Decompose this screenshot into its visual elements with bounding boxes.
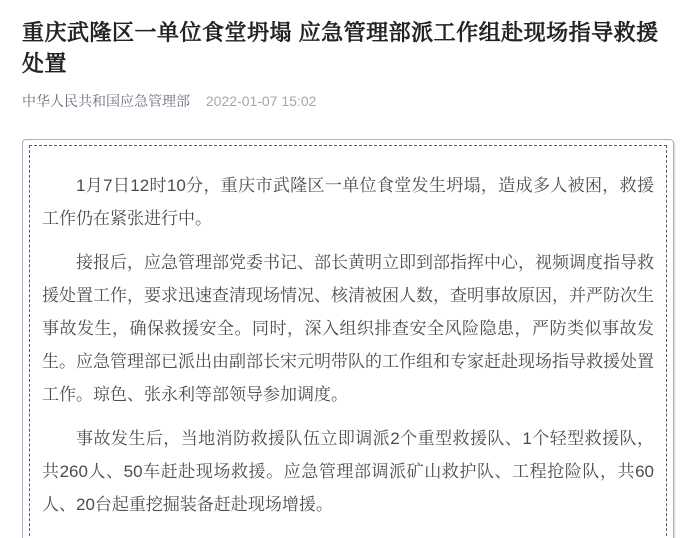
article-paragraph: 事故发生后，当地消防救援队伍立即调派2个重型救援队、1个轻型救援队，共260人、50车赶赴现场救援。应急管理部调派矿山救护队、工程抢险队，共60人、20台起重挖掘装备赶赴现场增援。 (42, 429, 654, 514)
article-content (29, 145, 667, 538)
article-paragraph: 1月7日12时10分，重庆市武隆区一单位食堂发生坍塌，造成多人被困，救援工作仍在紧张进行中。 (42, 176, 654, 228)
article-paragraph: 接报后，应急管理部党委书记、部长黄明立即到部指挥中心，视频调度指导救援处置工作，要求迅速查清现场情况、核清被困人数，查明事故原因，并严防次生事故发生，确保救援安全。同时，深入组织排查安全风险隐患，严防类似事故发生。应急管理部已派出由副部长宋元明带队的工作组和专家赶赴现场指导救援处置工作。琼色、张永利等部领导参加调度。 (42, 253, 654, 404)
article-title: 重庆武隆区一单位食堂坍塌 应急管理部派工作组赴现场指导救援处置 (22, 20, 659, 76)
article-content-box (22, 139, 674, 538)
publish-date: 2022-01-07 15:02 (205, 93, 317, 109)
source-name[interactable]: 中华人民共和国应急管理部 (22, 93, 190, 109)
article-meta (22, 92, 674, 110)
